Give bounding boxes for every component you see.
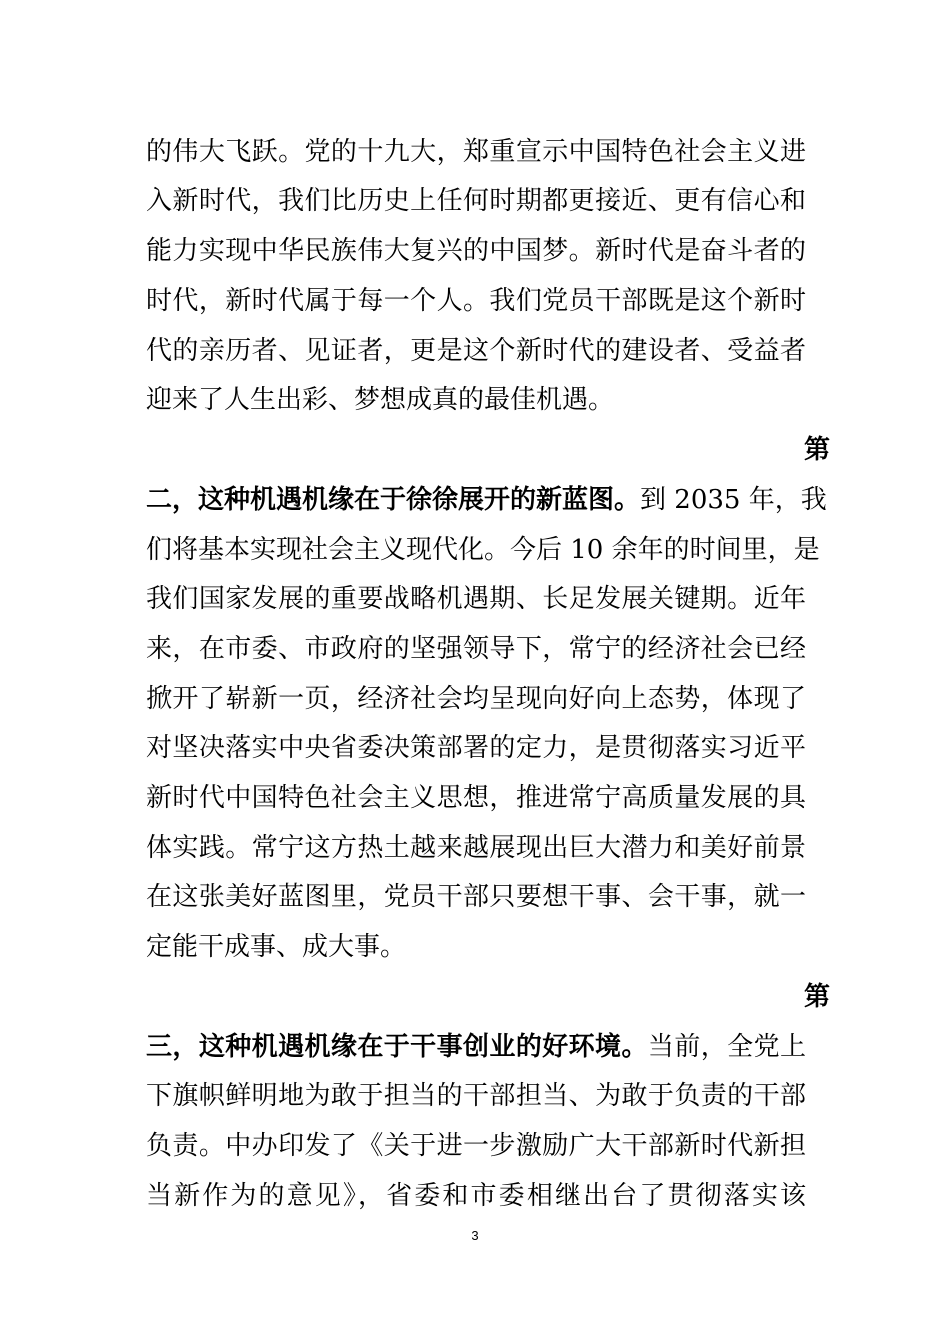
text-line: 当新作为的意见》，省委和市委相继出台了贯彻落实该 bbox=[146, 1181, 806, 1211]
text-run: 当前，全党上 bbox=[647, 1032, 806, 1062]
text-line: 掀开了崭新一页，经济社会均呈现向好向上态势，体现了 bbox=[146, 684, 806, 714]
section-marker: 第 bbox=[803, 435, 830, 465]
section-heading: 二，这种机遇机缘在于徐徐展开的新蓝图。 bbox=[146, 485, 641, 515]
section-heading: 三，这种机遇机缘在于干事创业的好环境。 bbox=[146, 1032, 648, 1062]
text-run: 到 2035 年，我 bbox=[640, 485, 827, 515]
text-line: 的伟大飞跃。党的十九大，郑重宣示中国特色社会主义进 bbox=[146, 137, 806, 167]
section-heading-line bbox=[146, 1027, 806, 1067]
text-line: 定能干成事、成大事。 bbox=[146, 932, 407, 962]
text-line: 能力实现中华民族伟大复兴的中国梦。新时代是奋斗者的 bbox=[146, 236, 806, 266]
text-line: 来，在市委、市政府的坚强领导下，常宁的经济社会已经 bbox=[146, 634, 806, 664]
text-line: 入新时代，我们比历史上任何时期都更接近、更有信心和 bbox=[146, 186, 806, 216]
section-heading-line bbox=[146, 480, 827, 520]
text-line: 体实践。常宁这方热土越来越展现出巨大潜力和美好前景 bbox=[146, 833, 806, 863]
text-line: 我们国家发展的重要战略机遇期、长足发展关键期。近年 bbox=[146, 584, 806, 614]
text-line: 负责。中办印发了《关于进一步激励广大干部新时代新担 bbox=[146, 1131, 806, 1161]
text-line: 新时代中国特色社会主义思想，推进常宁高质量发展的具 bbox=[146, 783, 806, 813]
section-marker: 第 bbox=[803, 982, 830, 1012]
page-number: 3 bbox=[471, 1228, 479, 1243]
text-line: 们将基本实现社会主义现代化。今后 10 余年的时间里，是 bbox=[146, 535, 820, 565]
text-line: 时代，新时代属于每一个人。我们党员干部既是这个新时 bbox=[146, 286, 806, 316]
text-line: 迎来了人生出彩、梦想成真的最佳机遇。 bbox=[146, 385, 615, 415]
text-line: 对坚决落实中央省委决策部署的定力，是贯彻落实习近平 bbox=[146, 733, 806, 763]
text-line: 下旗帜鲜明地为敢于担当的干部担当、为敢于负责的干部 bbox=[146, 1081, 806, 1111]
text-line: 代的亲历者、见证者，更是这个新时代的建设者、受益者 bbox=[146, 336, 806, 366]
text-line: 在这张美好蓝图里，党员干部只要想干事、会干事，就一 bbox=[146, 882, 806, 912]
